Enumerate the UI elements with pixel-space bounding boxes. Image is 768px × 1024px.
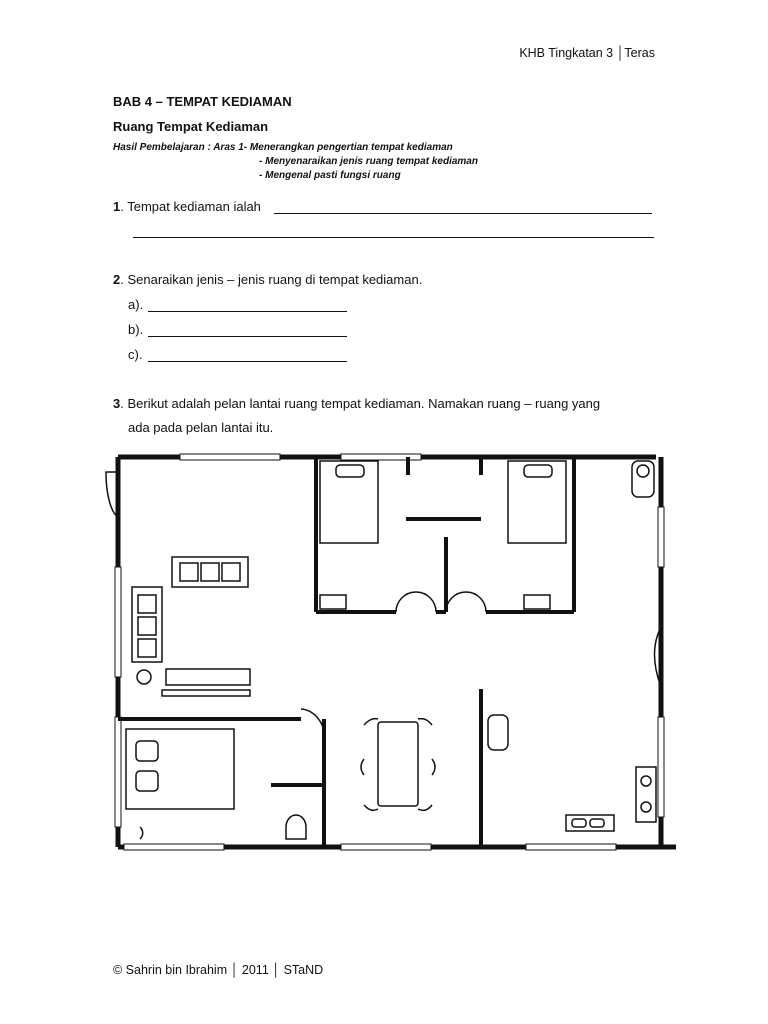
answer-line (148, 311, 347, 312)
question-text: . Berikut adalah pelan lantai ruang tempat kediaman. Namakan ruang – ruang yang (120, 396, 601, 411)
answer-line (274, 213, 652, 214)
footer-org: STaND (283, 963, 324, 977)
windows (115, 454, 664, 850)
track-label: Teras (624, 46, 655, 60)
question-number: 2 (113, 272, 121, 287)
footer-separator: │ (272, 963, 281, 977)
question-text: . Senaraikan jenis – jenis ruang di tempat kediaman. (120, 272, 423, 287)
question-3-continuation: ada pada pelan lantai itu. (128, 420, 274, 435)
sofa (132, 557, 250, 696)
answer-line (148, 361, 347, 362)
objective-item: - Menyenaraikan jenis ruang tempat kediaman (259, 156, 478, 167)
bedroom-doors (301, 592, 486, 747)
page-header (519, 46, 655, 60)
dining-table (361, 719, 435, 811)
section-title: Ruang Tempat Kediaman (113, 119, 269, 134)
course-label: KHB Tingkatan 3 (519, 46, 614, 60)
interior-walls (118, 457, 574, 847)
option-c-label: c). (128, 347, 143, 362)
objectives-label: Hasil Pembelajaran : Aras 1- (113, 142, 248, 153)
objectives-line-1 (113, 141, 453, 155)
question-number: 3 (113, 396, 121, 411)
bed-2 (508, 461, 566, 609)
footer-separator: │ (230, 963, 239, 977)
objective-item: - Mengenal pasti fungsi ruang (259, 170, 401, 181)
option-a-label: a). (128, 297, 144, 312)
toilet (286, 815, 306, 839)
question-3 (113, 396, 600, 411)
option-b-label: b). (128, 322, 144, 337)
chapter-title: BAB 4 – TEMPAT KEDIAMAN (113, 94, 292, 109)
answer-line (133, 237, 654, 238)
outer-walls (118, 457, 676, 847)
copyright: © Sahrin bin Ibrahim (113, 963, 228, 977)
question-number: 1 (113, 199, 121, 214)
question-1 (113, 199, 261, 214)
header-separator: │ (616, 46, 625, 60)
footer-year: 2011 (241, 963, 269, 977)
page-footer (113, 963, 323, 977)
floor-plan (96, 447, 680, 859)
question-2 (113, 272, 422, 287)
objective-item: Menerangkan pengertian tempat kediaman (249, 142, 453, 153)
question-text: . Tempat kediaman ialah (120, 199, 261, 214)
answer-line (148, 336, 347, 337)
master-bed (126, 729, 234, 839)
bed-1 (320, 461, 378, 609)
